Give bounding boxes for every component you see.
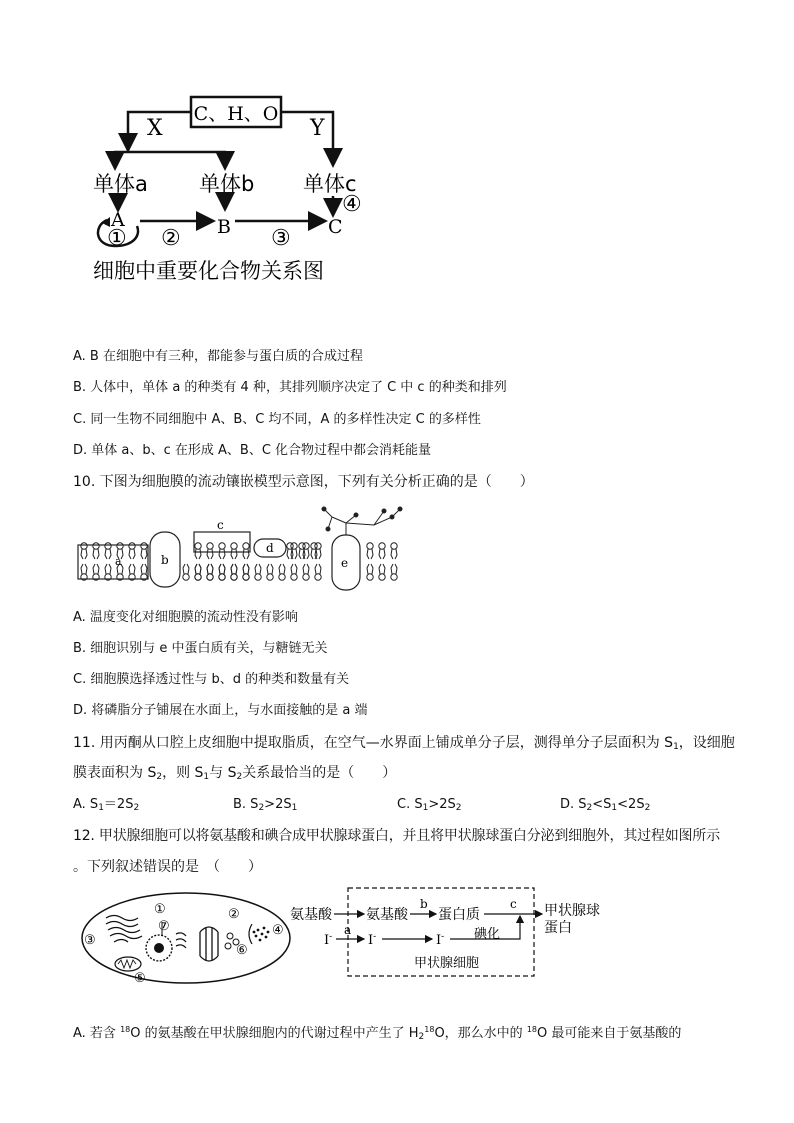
cell-label-3: ③ bbox=[84, 933, 96, 948]
node-c: C bbox=[328, 216, 343, 238]
phospholipid-head bbox=[243, 574, 249, 580]
q10-option-a: A. 温度变化对细胞膜的流动性没有影响 bbox=[73, 610, 298, 625]
q11-option-a: A. $S_1=2S_2$ bbox=[73, 797, 140, 813]
phospholipid-head bbox=[315, 574, 321, 580]
phospholipid-head bbox=[255, 574, 261, 580]
phospholipid-head bbox=[81, 543, 87, 549]
iodide-inside-1: I- bbox=[368, 932, 377, 948]
iodination-label: 碘化 bbox=[474, 927, 501, 942]
thyroglobulin-line2: 蛋白 bbox=[544, 920, 572, 936]
phospholipid-head bbox=[207, 543, 213, 549]
q11-stem-line1: 11. 用丙酮从口腔上皮细胞中提取脂质，在空气—水界面上铺成单分子层，测得单分子层面积为 $S_1$，设细胞 bbox=[73, 735, 735, 752]
q10-option-c: C. 细胞膜选择透过性与 b、d 的种类和数量有关 bbox=[73, 672, 350, 687]
phospholipid-head bbox=[287, 543, 293, 549]
phospholipid-head bbox=[219, 574, 225, 580]
phospholipid-head bbox=[219, 543, 225, 549]
phospholipid-head bbox=[311, 543, 317, 549]
amino-acid-outside: 氨基酸 bbox=[290, 907, 332, 923]
phospholipid-head bbox=[93, 543, 99, 549]
thyroglobulin-line1: 甲状腺球 bbox=[544, 903, 600, 919]
phospholipid-head bbox=[391, 543, 397, 549]
phospholipid-head bbox=[207, 574, 213, 580]
q11-option-c: C. $S_1>2S_2$ bbox=[397, 797, 462, 813]
monomer-a-label: 单体a bbox=[93, 172, 148, 196]
phospholipid-head bbox=[267, 574, 273, 580]
q9-option-c: C. 同一生物不同细胞中 A、B、C 均不同，A 的多样性决定 C 的多样性 bbox=[73, 412, 481, 427]
cell-label-6: ⑥ bbox=[236, 943, 248, 958]
step-2: ② bbox=[161, 226, 181, 251]
phospholipid-head bbox=[129, 543, 135, 549]
q12-stem-line1: 12. 甲状腺细胞可以将氨基酸和碘合成甲状腺球蛋白，并且将甲状腺球蛋白分泌到细胞外，其过程如图所示 bbox=[73, 828, 720, 844]
q11-option-d: D. $S_2<S_1<2S_2$ bbox=[560, 797, 651, 813]
phospholipid-head bbox=[195, 574, 201, 580]
compound-relationship-diagram bbox=[85, 90, 385, 295]
phospholipid-head bbox=[231, 574, 237, 580]
phospholipid-head bbox=[195, 543, 201, 549]
iodide-outside: I- bbox=[324, 932, 333, 948]
label-b: b bbox=[161, 553, 169, 567]
phospholipid-head bbox=[291, 574, 297, 580]
x-label: X bbox=[147, 116, 163, 141]
monomer-c-label: 单体c bbox=[303, 172, 357, 196]
monomer-b-label: 单体b bbox=[199, 172, 255, 196]
q9-option-b: B. 人体中，单体 a 的种类有 4 种，其排列顺序决定了 C 中 c 的种类和排列 bbox=[73, 380, 507, 395]
q9-option-d: D. 单体 a、b、c 在形成 A、B、C 化合物过程中都会消耗能量 bbox=[73, 443, 432, 458]
step-3: ③ bbox=[271, 226, 291, 251]
flow-label-c: c bbox=[510, 897, 517, 911]
phospholipid-head bbox=[243, 543, 249, 549]
amino-acid-inside: 氨基酸 bbox=[366, 907, 408, 923]
cell-label-5: ⑤ bbox=[134, 971, 146, 986]
q11-stem-line2: 膜表面积为 $S_2$，则 $S_1$与 $S_2$关系最恰当的是（ ） bbox=[73, 765, 397, 782]
y-label: Y bbox=[310, 116, 325, 141]
cell-label-2: ② bbox=[228, 907, 240, 922]
q10-stem: 10. 下图为细胞膜的流动镶嵌模型示意图，下列有关分析正确的是（ ） bbox=[73, 474, 534, 490]
q10-option-b: B. 细胞识别与 e 中蛋白质有关，与糖链无关 bbox=[73, 641, 328, 656]
flow-label-a: a bbox=[344, 923, 352, 937]
phospholipid-head bbox=[367, 574, 373, 580]
phospholipid-head bbox=[367, 543, 373, 549]
label-a: a bbox=[115, 555, 122, 568]
cell-label-7: ⑦ bbox=[158, 919, 170, 934]
q11-option-b: B. $S_2>2S_1$ bbox=[233, 797, 298, 813]
phospholipid-head bbox=[105, 543, 111, 549]
q9-option-a: A. B 在细胞中有三种，都能参与蛋白质的合成过程 bbox=[73, 349, 363, 364]
label-d: d bbox=[266, 541, 274, 555]
iodide-inside-2: I- bbox=[436, 932, 445, 948]
label-e: e bbox=[341, 556, 349, 570]
phospholipid-head bbox=[303, 574, 309, 580]
phospholipid-head bbox=[117, 543, 123, 549]
node-b: B bbox=[217, 216, 231, 238]
phospholipid-head bbox=[141, 543, 147, 549]
thyroglobulin-flow-diagram bbox=[288, 884, 618, 980]
q12-option-a: A. 若含 $^{18}$O 的氨基酸在甲状腺细胞内的代谢过程中产生了 $H_2^{18}O$，那么水中的 $^{18}$O 最可能来自于氨基酸的 bbox=[73, 1025, 682, 1042]
element-box-label: C、H、O bbox=[193, 103, 279, 125]
phospholipid-head bbox=[379, 543, 385, 549]
node-a: A bbox=[111, 209, 125, 231]
cell-label-4: ④ bbox=[272, 923, 284, 938]
phospholipid-head bbox=[183, 574, 189, 580]
phospholipid-head bbox=[231, 543, 237, 549]
thyroid-cell-label: 甲状腺细胞 bbox=[414, 956, 480, 971]
protein-node: 蛋白质 bbox=[438, 907, 480, 923]
step-1: ① bbox=[107, 226, 127, 251]
label-c: c bbox=[217, 518, 224, 532]
flow-label-b: b bbox=[420, 897, 428, 911]
cell-label-1: ① bbox=[154, 902, 166, 917]
q12-stem-line2: 。下列叙述错误的是 （ ） bbox=[73, 859, 262, 875]
cell-membrane-diagram bbox=[74, 503, 414, 591]
phospholipid-head bbox=[279, 574, 285, 580]
thyroid-cell-drawing bbox=[78, 888, 300, 988]
phospholipid-head bbox=[379, 574, 385, 580]
phospholipid-head bbox=[299, 543, 305, 549]
step-4: ④ bbox=[342, 192, 362, 217]
figure-caption: 细胞中重要化合物关系图 bbox=[93, 259, 324, 283]
q10-option-d: D. 将磷脂分子铺展在水面上，与水面接触的是 a 端 bbox=[73, 703, 368, 718]
phospholipid-head bbox=[391, 574, 397, 580]
